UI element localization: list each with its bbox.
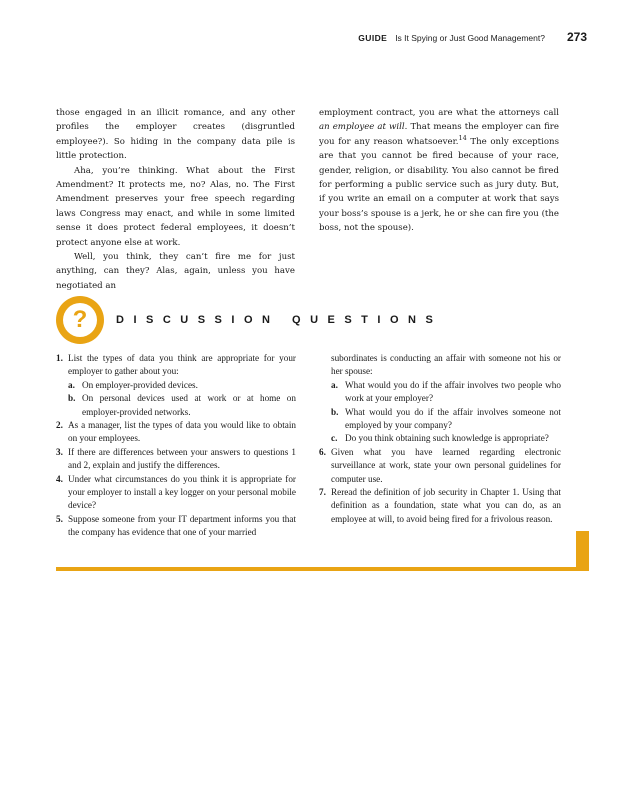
question-item bbox=[319, 486, 561, 526]
text-run: . That means the employer can fire you for any reason whatsoever. bbox=[319, 122, 560, 147]
subitem-text: On employer-provided devices. bbox=[82, 379, 198, 390]
question-text: Suppose someone from your IT department informs you that the company has evidence that one of your married bbox=[68, 513, 296, 538]
body-column-left bbox=[56, 106, 295, 293]
accent-rule-corner bbox=[576, 531, 589, 571]
subitem-letter: b. bbox=[68, 393, 76, 404]
subitem-text: What would you do if the affair involves two people who work at your employer? bbox=[345, 379, 561, 404]
questions-column-left bbox=[56, 352, 296, 540]
question-text: If there are differences between your answers to questions 1 and 2, explain and justify the differences. bbox=[68, 446, 296, 471]
section-label: GUIDE bbox=[358, 33, 388, 43]
icon-inner-circle bbox=[63, 303, 97, 337]
question-number: 2. bbox=[56, 420, 63, 431]
body-paragraph: those engaged in an illicit romance, and any other profiles the employer creates (disgruntled employee?). So hiding in the company data pile is little protection. bbox=[56, 108, 295, 162]
page-number: 273 bbox=[566, 30, 587, 44]
question-item bbox=[56, 513, 296, 540]
subitem-letter: b. bbox=[331, 406, 339, 417]
footnote-reference: 14 bbox=[458, 133, 467, 142]
question-text: Under what circumstances do you think it is appropriate for your employer to install a key logger on your personal mobile device? bbox=[68, 473, 296, 511]
question-mark-icon bbox=[56, 296, 104, 344]
question-text: Reread the definition of job security in Chapter 1. Using that definition as a foundation, state what you can do, as an employee at will, to avoid being fired for a frivolous reason. bbox=[331, 487, 561, 524]
subitem-letter: a. bbox=[331, 379, 338, 390]
text-run: employment contract, you are what the attorneys call bbox=[319, 108, 559, 118]
discussion-heading: DISCUSSION QUESTIONS bbox=[116, 314, 443, 326]
guide-title: Is It Spying or Just Good Management? bbox=[395, 33, 545, 43]
question-number: 1. bbox=[56, 353, 63, 363]
question-text: Given what you have learned regarding electronic surveillance at work, state your own personal guidelines for computer use. bbox=[331, 446, 561, 484]
questions-column-right bbox=[319, 352, 561, 526]
running-header bbox=[358, 30, 587, 44]
text-run: The only exceptions are that you cannot be fired because of your race, gender, religion, or disability. You also cannot be fired for performing a public service such as jury duty. But, if you write an email on a computer at work that says your boss’s spouse is a jerk, he or she can fire you (the boss, not the spouse). bbox=[319, 136, 559, 234]
question-item bbox=[56, 446, 296, 473]
question-number: 7. bbox=[319, 487, 326, 498]
subitem-letter: c. bbox=[331, 433, 338, 444]
body-paragraph: Aha, you’re thinking. What about the First Amendment? It protects me, no? Alas, no. The First Amendment preserves your free speech regarding laws Congress may enact, and while in some limited sense it does protect federal employees, it doesn’t protect anyone else at work. bbox=[56, 165, 295, 248]
question-number: 5. bbox=[56, 513, 63, 524]
question-number: 6. bbox=[319, 446, 326, 457]
subitem-text: What would you do if the affair involves someone not employed by your company? bbox=[345, 406, 561, 431]
question-continuation: subordinates is conducting an affair with someone not his or her spouse: bbox=[331, 353, 561, 377]
question-subitem bbox=[319, 379, 561, 406]
question-item bbox=[56, 473, 296, 513]
question-subitem bbox=[56, 392, 296, 419]
subitem-text: On personal devices used at work or at home on employer-provided networks. bbox=[82, 393, 296, 417]
subitem-letter: a. bbox=[68, 379, 75, 390]
question-text: List the types of data you think are appropriate for your employer to gather about you: bbox=[68, 353, 296, 377]
question-item bbox=[56, 352, 296, 379]
body-paragraph bbox=[319, 106, 559, 236]
body-column-right bbox=[319, 106, 559, 236]
question-item bbox=[56, 419, 296, 446]
subitem-text: Do you think obtaining such knowledge is appropriate? bbox=[345, 433, 549, 444]
emphasis-term: an employee at will bbox=[319, 122, 405, 133]
question-glyph: ? bbox=[72, 306, 88, 333]
question-number: 4. bbox=[56, 473, 63, 484]
body-paragraph: Well, you think, they can’t fire me for just anything, can they? Alas, again, unless you have negotiated an bbox=[56, 252, 295, 291]
question-subitem bbox=[319, 406, 561, 433]
question-text: As a manager, list the types of data you would like to obtain on your employees. bbox=[68, 420, 296, 444]
question-number: 3. bbox=[56, 446, 63, 457]
question-subitem bbox=[319, 432, 561, 445]
question-item bbox=[319, 446, 561, 486]
accent-rule-bottom bbox=[56, 567, 589, 571]
question-subitem bbox=[56, 379, 296, 392]
